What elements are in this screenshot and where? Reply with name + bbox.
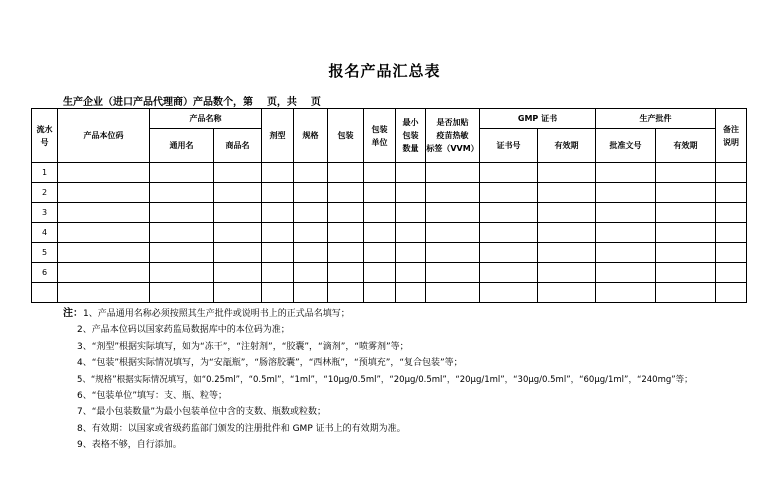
header-batch-valid: 有效期 [656, 129, 716, 163]
table-cell[interactable] [328, 223, 364, 243]
note-item: 5、“规格”根据实际情况填写，如“0.25ml”，“0.5ml”，“1ml”，“10μg/0.5ml”，“20μg/0.5ml”，“20μg/1ml”，“30μg/0.5ml”，“60μg/1ml”，“240mg”等； [77, 374, 693, 385]
subheading-prefix: 生产企业（进口产品代理商）产品数个，第 [63, 97, 253, 108]
table-cell[interactable] [596, 283, 656, 303]
header-spec: 规格 [294, 109, 328, 163]
table-cell[interactable] [150, 183, 214, 203]
table-cell[interactable] [426, 223, 480, 243]
table-cell[interactable] [396, 283, 426, 303]
table-cell[interactable] [656, 283, 716, 303]
row-number-cell: 4 [32, 223, 58, 243]
table-cell[interactable] [538, 283, 596, 303]
table-cell[interactable] [480, 163, 538, 183]
table-cell[interactable] [150, 263, 214, 283]
table-cell[interactable] [426, 163, 480, 183]
table-cell[interactable] [294, 263, 328, 283]
table-cell[interactable] [262, 163, 294, 183]
table-cell[interactable] [214, 203, 262, 223]
table-cell[interactable] [294, 163, 328, 183]
table-cell[interactable] [596, 163, 656, 183]
table-row [32, 223, 747, 243]
table-cell[interactable] [538, 203, 596, 223]
table-cell[interactable] [480, 183, 538, 203]
header-remark: 备注 说明 [716, 109, 747, 163]
row-number-cell: 2 [32, 183, 58, 203]
notes-lead: 注： [63, 308, 83, 319]
header-product-name: 产品名称 [150, 109, 262, 129]
header-serial: 流水 号 [32, 109, 58, 163]
table-cell[interactable] [396, 163, 426, 183]
table-cell[interactable] [396, 223, 426, 243]
table-cell[interactable] [596, 243, 656, 263]
header-vvm: 是否加贴 疫苗热敏 标签（VVM） [426, 109, 480, 163]
table-cell[interactable] [396, 203, 426, 223]
table-cell[interactable] [480, 283, 538, 303]
table-row [32, 283, 747, 303]
table-cell[interactable] [262, 223, 294, 243]
row-number-cell: 6 [32, 263, 58, 283]
table-cell[interactable] [538, 263, 596, 283]
table-cell[interactable] [538, 223, 596, 243]
table-row [32, 263, 747, 283]
header-gmp: GMP 证书 [480, 109, 596, 129]
table-cell[interactable] [262, 243, 294, 263]
table-cell[interactable] [716, 223, 747, 243]
table-cell[interactable] [58, 203, 150, 223]
table-cell[interactable] [364, 163, 396, 183]
table-cell[interactable] [426, 263, 480, 283]
row-number-cell: 1 [32, 163, 58, 183]
table-cell[interactable] [364, 263, 396, 283]
header-batch: 生产批件 [596, 109, 716, 129]
page-title: 报名产品汇总表 [328, 62, 441, 80]
table-cell[interactable] [596, 223, 656, 243]
table-cell[interactable] [538, 163, 596, 183]
table-cell[interactable] [396, 243, 426, 263]
table-cell[interactable] [656, 263, 716, 283]
header-batch-no: 批准文号 [596, 129, 656, 163]
row-number-cell [32, 283, 58, 303]
table-cell[interactable] [656, 163, 716, 183]
table-cell[interactable] [364, 223, 396, 243]
table-cell[interactable] [426, 283, 480, 303]
notes-section [63, 306, 693, 454]
note-item: 4、“包装”根据实际情况填写，为“安瓿瓶”，“肠溶胶囊”，“西林瓶”，“预填充”，“复合包装”等； [77, 358, 463, 369]
table-cell[interactable] [426, 243, 480, 263]
header-generic-name: 通用名 [150, 129, 214, 163]
product-summary-table [31, 108, 747, 303]
table-cell[interactable] [150, 203, 214, 223]
table-cell[interactable] [262, 203, 294, 223]
table-cell[interactable] [364, 283, 396, 303]
table-cell[interactable] [328, 163, 364, 183]
table-cell[interactable] [716, 243, 747, 263]
table-cell[interactable] [328, 183, 364, 203]
table-cell[interactable] [396, 183, 426, 203]
table-cell[interactable] [480, 223, 538, 243]
table-cell[interactable] [328, 263, 364, 283]
table-cell[interactable] [480, 243, 538, 263]
table-cell[interactable] [426, 183, 480, 203]
row-number-cell: 5 [32, 243, 58, 263]
table-row [32, 183, 747, 203]
table-cell[interactable] [396, 263, 426, 283]
table-cell[interactable] [656, 183, 716, 203]
table-cell[interactable] [364, 183, 396, 203]
note-item: 注：1、产品通用名称必须按照其生产批件或说明书上的正式品名填写； [63, 308, 350, 319]
table-cell[interactable] [294, 283, 328, 303]
table-cell[interactable] [538, 243, 596, 263]
table-cell[interactable] [716, 163, 747, 183]
table-cell[interactable] [328, 283, 364, 303]
table-cell[interactable] [656, 203, 716, 223]
table-cell[interactable] [58, 263, 150, 283]
table-cell[interactable] [150, 283, 214, 303]
table-cell[interactable] [150, 243, 214, 263]
table-cell[interactable] [58, 183, 150, 203]
table-cell[interactable] [214, 243, 262, 263]
table-row [32, 163, 747, 183]
table-cell[interactable] [538, 183, 596, 203]
table-row [32, 243, 747, 263]
subheading-mid: 页，共 [266, 97, 297, 108]
header-package: 包装 [328, 109, 364, 163]
table-cell[interactable] [656, 243, 716, 263]
header-gmp-valid: 有效期 [538, 129, 596, 163]
table-cell[interactable] [656, 223, 716, 243]
table-cell[interactable] [364, 243, 396, 263]
table-cell[interactable] [294, 243, 328, 263]
table-cell[interactable] [716, 203, 747, 223]
header-gmp-cert-no: 证书号 [480, 129, 538, 163]
table-cell[interactable] [426, 203, 480, 223]
note-item: 7、“最小包装数量”为最小包装单位中含的支数、瓶数或粒数； [77, 407, 327, 418]
table-cell[interactable] [150, 163, 214, 183]
form-subheading [63, 93, 321, 108]
table-cell[interactable] [716, 263, 747, 283]
note-item: 6、“包装单位”填写：支、瓶、粒等； [77, 391, 228, 402]
note-item: 2、产品本位码以国家药监局数据库中的本位码为准； [77, 325, 290, 336]
header-trade-name: 商品名 [214, 129, 262, 163]
note-item: 3、“剂型”根据实际填写，如为“冻干”，“注射剂”，“胶囊”，“滴剂”，“喷雾剂”等； [77, 341, 409, 352]
table-cell[interactable] [58, 163, 150, 183]
table-cell[interactable] [596, 263, 656, 283]
table-cell[interactable] [214, 183, 262, 203]
table-cell[interactable] [328, 243, 364, 263]
table-cell[interactable] [480, 203, 538, 223]
table-cell[interactable] [294, 203, 328, 223]
header-code: 产品本位码 [58, 109, 150, 163]
table-cell[interactable] [262, 263, 294, 283]
table-row [32, 203, 747, 223]
table-cell[interactable] [328, 203, 364, 223]
table-cell[interactable] [214, 223, 262, 243]
table-cell[interactable] [58, 243, 150, 263]
header-dosage-form: 剂型 [262, 109, 294, 163]
note-item: 9、表格不够，自行添加。 [77, 440, 182, 451]
table-cell[interactable] [214, 163, 262, 183]
note-item: 8、有效期：以国家或省级药监部门颁发的注册批件和 GMP 证书上的有效期为准。 [77, 423, 406, 434]
table-cell[interactable] [262, 283, 294, 303]
table-cell[interactable] [716, 183, 747, 203]
row-number-cell: 3 [32, 203, 58, 223]
table-cell[interactable] [716, 283, 747, 303]
subheading-suffix: 页 [310, 97, 321, 108]
table-cell[interactable] [596, 183, 656, 203]
header-package-unit: 包装 单位 [364, 109, 396, 163]
table-cell[interactable] [214, 263, 262, 283]
table-cell[interactable] [294, 183, 328, 203]
table-cell[interactable] [364, 203, 396, 223]
table-cell[interactable] [58, 223, 150, 243]
table-cell[interactable] [480, 263, 538, 283]
table-cell[interactable] [596, 203, 656, 223]
table-cell[interactable] [262, 183, 294, 203]
header-min-pack: 最小 包装 数量 [396, 109, 426, 163]
table-cell[interactable] [58, 283, 150, 303]
table-cell[interactable] [294, 223, 328, 243]
table-cell[interactable] [150, 223, 214, 243]
table-cell[interactable] [214, 283, 262, 303]
